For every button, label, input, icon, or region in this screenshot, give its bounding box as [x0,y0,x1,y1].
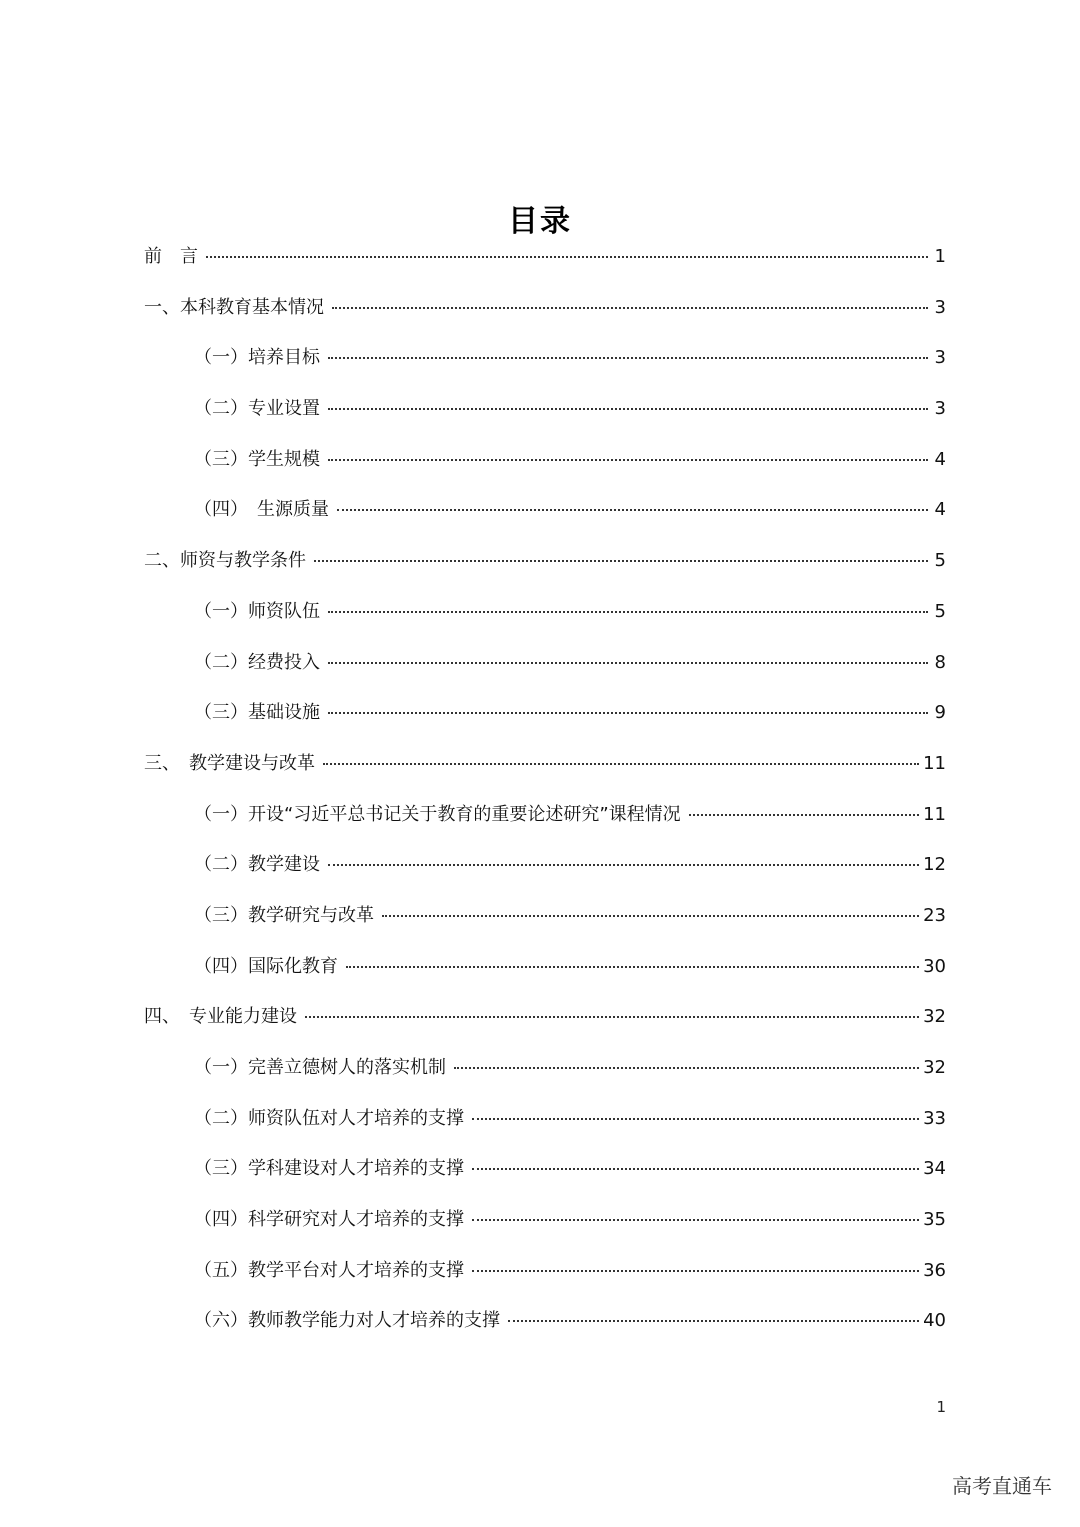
toc-entry-label: 二、师资与教学条件 [144,550,306,572]
toc-dot-leader [328,711,928,714]
toc-dot-leader [472,1167,919,1170]
toc-entry-label: （一）完善立德树人的落实机制 [194,1057,446,1078]
toc-entry-page: 4 [934,448,946,470]
toc-entry-label: （二）师资队伍对人才培养的支撑 [194,1107,464,1129]
toc-entry-label: （二）专业设置 [194,398,320,420]
toc-entry[interactable] [144,1000,946,1051]
toc-entry-page: 32 [923,1006,946,1028]
toc-entry[interactable] [144,392,946,443]
toc-entry-label: （五）教学平台对人才培养的支撑 [194,1259,464,1281]
toc-entry-page: 1 [934,246,946,267]
toc-dot-leader [472,1269,919,1272]
toc-entry[interactable] [144,493,946,544]
toc-entry-page: 32 [923,1057,946,1078]
toc-dot-leader [332,306,928,309]
toc-entry-page: 8 [934,651,946,673]
toc-entry-page: 5 [934,600,946,622]
toc-entry-label: 四、 专业能力建设 [144,1006,297,1028]
toc-dot-leader [305,1015,919,1018]
toc-entry[interactable] [144,1203,946,1254]
toc-entry-label: 一、本科教育基本情况 [144,296,324,318]
toc-entry[interactable] [144,1152,946,1203]
toc-dot-leader [689,813,919,816]
toc-entry-page: 3 [934,398,946,420]
toc-entry[interactable] [144,443,946,494]
toc-entry[interactable] [144,848,946,899]
toc-entry-page: 40 [923,1310,946,1332]
toc-entry-label: （六）教师教学能力对人才培养的支撑 [194,1310,500,1332]
toc-dot-leader [382,914,919,917]
toc-entry-page: 30 [923,955,946,977]
toc-entry[interactable] [144,291,946,342]
toc-entry-page: 33 [923,1107,946,1129]
toc-dot-leader [323,762,919,765]
toc-dot-leader [328,863,919,866]
toc-entry[interactable] [144,950,946,1001]
toc-entry[interactable] [144,595,946,646]
toc-entry[interactable] [144,696,946,747]
toc-entry-page: 3 [934,296,946,318]
toc-entry-label: （三）教学研究与改革 [194,904,374,926]
toc-entry[interactable] [144,1254,946,1305]
toc-entry-page: 3 [934,347,946,369]
toc-dot-leader [328,407,928,410]
toc-entry-page: 11 [923,803,946,825]
toc-dot-leader [346,965,919,968]
toc-dot-leader [454,1066,919,1069]
toc-entry-label: 前 言 [144,246,198,267]
toc-entry[interactable] [144,1304,946,1355]
toc-entry-page: 34 [923,1158,946,1180]
toc-entry[interactable] [144,1051,946,1102]
toc-entry[interactable] [144,341,946,392]
toc-entry-page: 5 [934,550,946,572]
toc-entry-label: （四）科学研究对人才培养的支撑 [194,1209,464,1231]
toc-entry-label: （三）学科建设对人才培养的支撑 [194,1158,464,1180]
toc-entry-label: （三）基础设施 [194,702,320,724]
toc-entry[interactable] [144,899,946,950]
toc-entry-label: （一）培养目标 [194,347,320,369]
toc-dot-leader [472,1117,919,1120]
toc-entry[interactable] [144,798,946,849]
watermark: 高考直通车 [952,1474,1052,1498]
toc-entry-page: 35 [923,1209,946,1231]
toc-list [144,240,946,1355]
toc-entry-page: 12 [923,854,946,876]
toc-entry-label: （二）经费投入 [194,651,320,673]
toc-entry-label: （一）师资队伍 [194,600,320,622]
toc-entry-page: 11 [923,752,946,774]
page-number: 1 [936,1398,946,1416]
toc-dot-leader [206,255,928,258]
toc-entry-label: （三）学生规模 [194,448,320,470]
toc-dot-leader [508,1319,919,1322]
toc-dot-leader [337,508,928,511]
toc-entry-label: （一）开设“习近平总书记关于教育的重要论述研究”课程情况 [194,803,681,825]
toc-entry-label: （二）教学建设 [194,854,320,876]
toc-entry-page: 36 [923,1259,946,1281]
toc-entry[interactable] [144,646,946,697]
toc-dot-leader [328,356,928,359]
toc-entry-page: 9 [934,702,946,724]
toc-entry-page: 23 [923,904,946,926]
toc-dot-leader [328,458,928,461]
toc-entry[interactable] [144,544,946,595]
toc-dot-leader [328,610,928,613]
toc-dot-leader [314,559,928,562]
toc-dot-leader [328,661,928,664]
toc-entry-label: （四）国际化教育 [194,955,338,977]
toc-entry[interactable] [144,747,946,798]
toc-entry[interactable] [144,240,946,291]
toc-entry-label: 三、 教学建设与改革 [144,752,315,774]
toc-entry-page: 4 [934,499,946,521]
toc-dot-leader [472,1218,919,1221]
toc-title: 目录 [508,204,572,239]
toc-entry[interactable] [144,1102,946,1153]
toc-entry-label: （四） 生源质量 [194,499,329,521]
